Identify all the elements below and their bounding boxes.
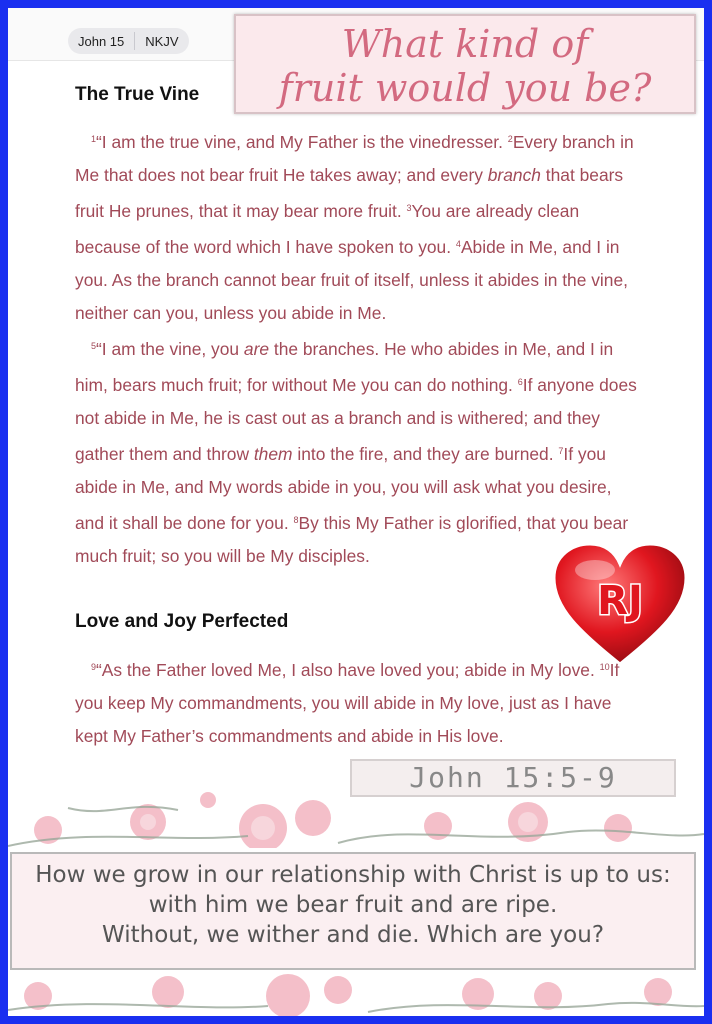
verse-text: “I am the true vine, and My Father is the vinedresser.	[96, 132, 503, 152]
message-line-1: How we grow in our relationship with Christ is up to us:	[35, 862, 671, 888]
divider	[134, 32, 135, 50]
verse-number: 10	[599, 662, 610, 672]
section-heading-true-vine: The True Vine	[75, 84, 200, 105]
rj-heart-badge	[550, 540, 690, 670]
section-heading-love-joy: Love and Joy Perfected	[75, 611, 289, 632]
verse-number: 9	[91, 662, 97, 672]
message-line-2: with him we bear fruit and are ripe.	[148, 892, 558, 918]
verse-text: Every branch in Me that does not bear fruit He takes away; and every	[75, 132, 634, 185]
scripture-reference: John 15:5-9	[350, 759, 676, 797]
question-overlay	[234, 14, 696, 114]
verse-text: Abide in Me, and I in you. As the branch cannot bear fruit of itself, unless it abides in the vine, neither can you, unless you abide in Me.	[75, 237, 628, 323]
reflection-message	[10, 852, 696, 970]
verse-number: 5	[91, 341, 97, 351]
verse-text: If you abide in Me, and My words abide in you, you will ask what you desire, and it shall be done for you.	[75, 444, 612, 533]
verse-text: If anyone does not abide in Me, he is cast out as a branch and is withered; and they gather them and throw	[75, 375, 637, 464]
bible-page	[8, 8, 704, 1016]
verse-number: 3	[406, 203, 412, 213]
chapter-label[interactable]: John 15	[78, 33, 125, 49]
verse-number: 1	[91, 134, 97, 144]
heart-icon	[550, 540, 690, 670]
verse-text: the branches. He who abides in Me, and I in him, bears much fruit; for without Me you can do nothing.	[75, 339, 614, 395]
verse-italic: branch	[487, 165, 541, 185]
floral-border-bottom	[8, 966, 704, 1016]
paragraph	[75, 123, 645, 330]
verse-number: 4	[455, 239, 461, 249]
verse-italic: are	[243, 339, 270, 359]
passage-true-vine	[75, 123, 645, 573]
verse-text: that bears fruit He prunes, that it may bear more fruit.	[75, 165, 624, 221]
heart-initials: RJ	[597, 578, 643, 624]
paragraph	[75, 330, 645, 573]
verse-number: 7	[558, 446, 564, 456]
question-line-2: fruit would you be?	[278, 66, 652, 110]
verse-text: into the fire, and they are burned.	[292, 444, 554, 464]
verse-text: “As the Father loved Me, I also have loved you; abide in My love.	[96, 660, 595, 680]
verse-number: 2	[507, 134, 513, 144]
verse-text: “I am the vine, you	[96, 339, 244, 359]
chapter-version-selector[interactable]	[68, 28, 189, 54]
verse-number: 6	[517, 377, 523, 387]
verse-text: By this My Father is glorified, that you bear much fruit; so you will be My disciples.	[75, 513, 629, 566]
verse-italic: them	[253, 444, 293, 464]
verse-text: If you keep My commandments, you will abide in My love, just as I have kept My Father’s commandments and abide in His love.	[75, 660, 620, 746]
question-line-1: What kind of	[341, 22, 589, 66]
version-label[interactable]: NKJV	[145, 33, 179, 49]
verse-text: You are already clean because of the word which I have spoken to you.	[75, 201, 580, 257]
verse-number: 8	[293, 515, 299, 525]
floral-border-top	[8, 788, 704, 848]
message-line-3: Without, we wither and die. Which are you?	[101, 922, 605, 948]
